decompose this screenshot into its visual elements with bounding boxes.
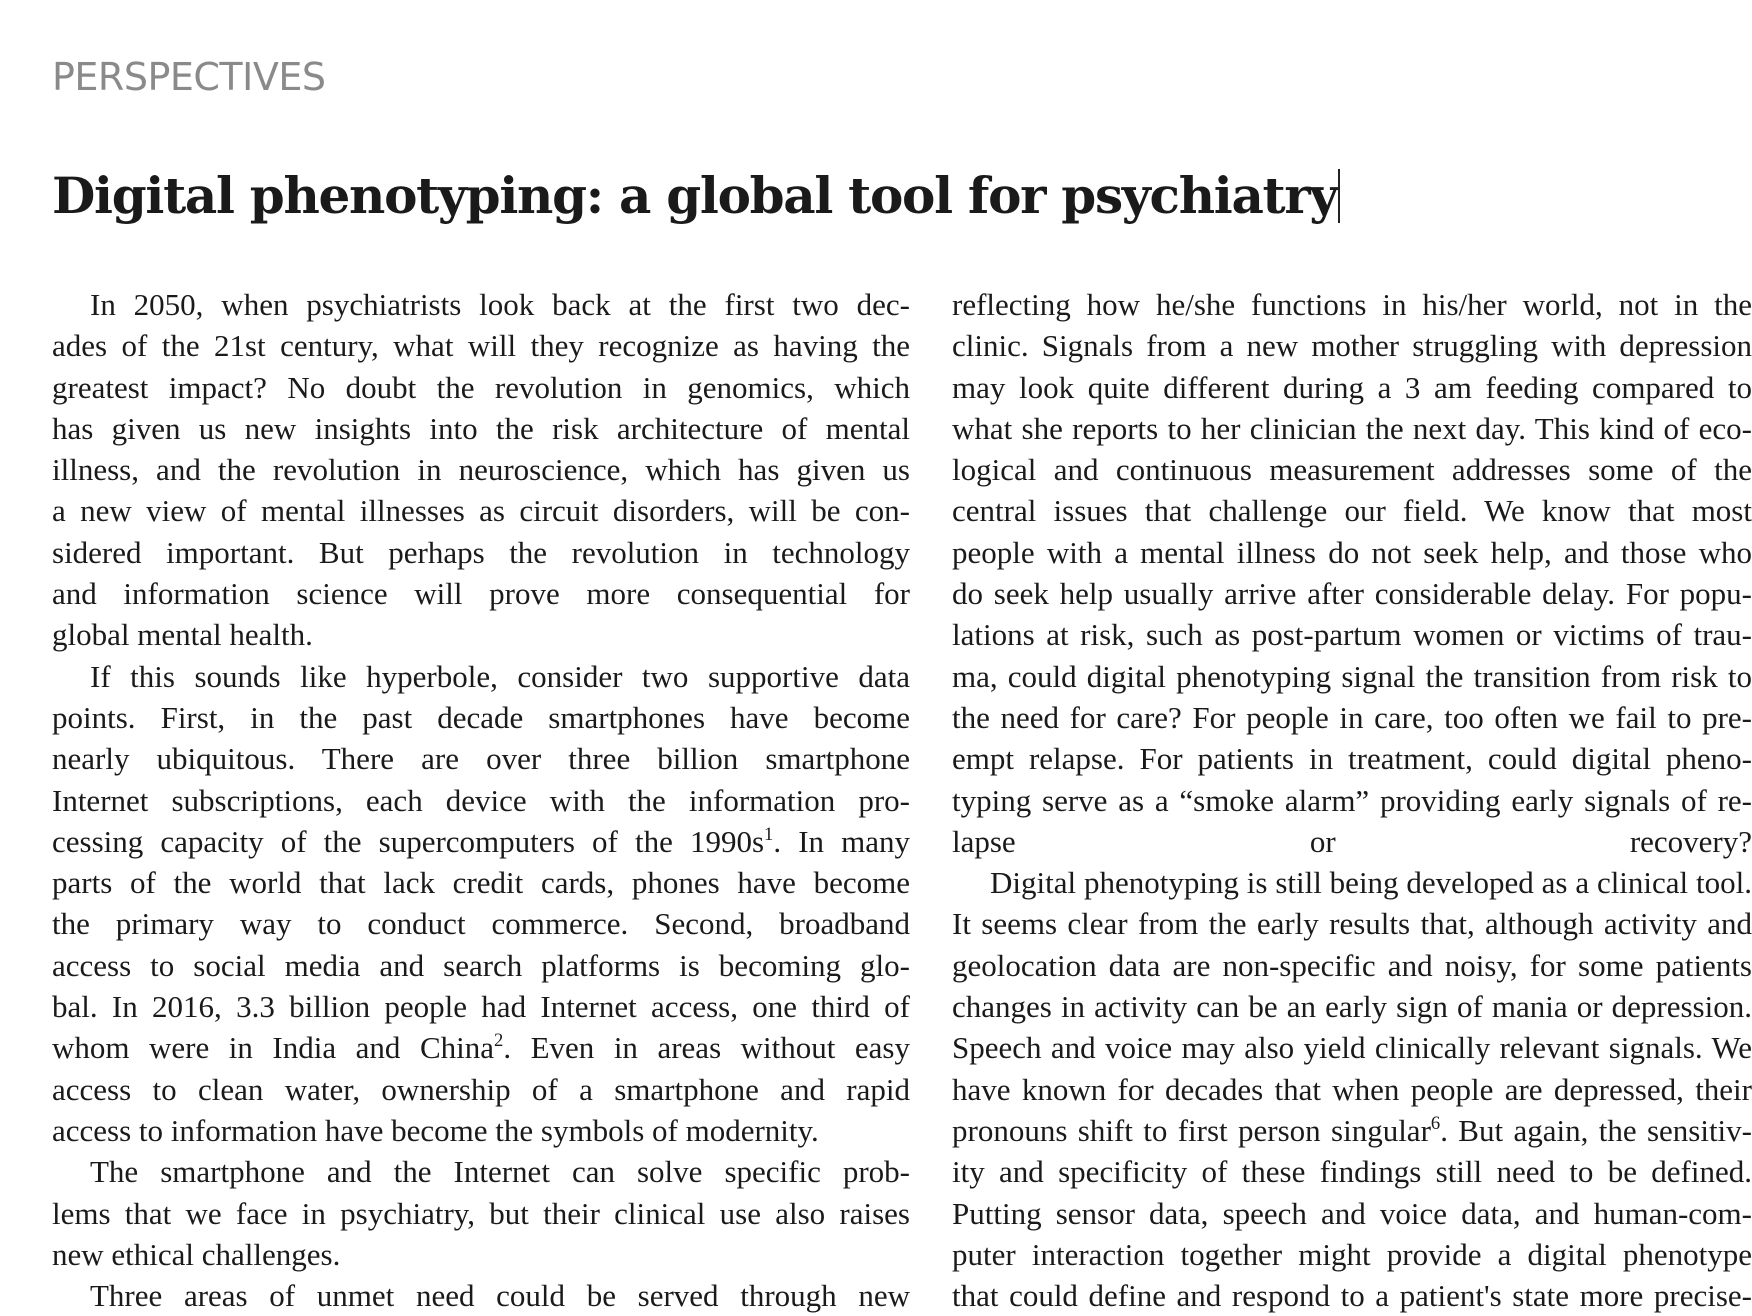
text-line: [52, 697, 910, 738]
line-text: ma, could digital phenotyping signal the transition from risk to: [952, 658, 1752, 694]
line-text: lations at risk, such as post-partum women or victims of trau-: [952, 617, 1752, 653]
line-text: do seek help usually arrive after considerable delay. For popu-: [952, 576, 1752, 612]
text-line: [952, 532, 1752, 573]
text-line: [952, 697, 1752, 738]
line-text: reflecting how he/she functions in his/her world, not in the: [952, 287, 1752, 322]
line-text: ades of the 21st century, what will they recognize as having the: [52, 328, 910, 364]
line-text: changes in activity can be an early sign of mania or depression.: [952, 989, 1752, 1025]
text-line: [52, 532, 910, 573]
line-text: what she reports to her clinician the next day. This kind of eco-: [952, 410, 1752, 446]
line-text: nearly ubiquitous. There are over three billion smartphone: [52, 741, 910, 777]
text-cursor: [1338, 169, 1340, 223]
line-text: the need for care? For people in care, too often we fail to pre-: [952, 699, 1752, 735]
line-text-continued: . In many: [773, 823, 910, 859]
text-line: [52, 367, 910, 408]
line-text: illness, and the revolution in neuroscience, which has given us: [52, 452, 910, 488]
text-line: [952, 1234, 1752, 1275]
text-line: [52, 903, 910, 944]
line-text: people with a mental illness do not seek help, and those who: [952, 534, 1752, 570]
line-text: geolocation data are non-specific and noisy, for some patients: [952, 947, 1752, 983]
line-text: bal. In 2016, 3.3 billion people had Internet access, one third of: [52, 989, 910, 1025]
text-line: [952, 614, 1752, 655]
text-line: [52, 573, 910, 614]
line-text: empt relapse. For patients in treatment, could digital pheno-: [952, 741, 1752, 777]
text-line: [952, 821, 1752, 862]
line-text: Putting sensor data, speech and voice data, and human-com-: [952, 1195, 1752, 1231]
line-text: central issues that challenge our field. We know that most: [952, 493, 1752, 529]
text-line: [52, 862, 910, 903]
line-text: cessing capacity of the supercomputers of the 1990s: [52, 823, 765, 859]
line-text: the primary way to conduct commerce. Second, broadband: [52, 906, 910, 942]
text-line: [952, 1193, 1752, 1234]
line-text: and information science will prove more consequential for: [52, 576, 910, 612]
text-line: [52, 1151, 910, 1192]
line-text: In 2050, when psychiatrists look back at the first two dec-: [90, 287, 910, 322]
line-text: It seems clear from the early results that, although activity and: [952, 906, 1752, 942]
text-line: [952, 656, 1752, 697]
line-text: global mental health.: [52, 617, 313, 653]
text-line: [52, 284, 910, 325]
text-line: [52, 325, 910, 366]
line-text: whom were in India and China: [52, 1030, 495, 1066]
text-line: [952, 367, 1752, 408]
text-line: [952, 1110, 1752, 1151]
line-text: access to clean water, ownership of a smartphone and rapid: [52, 1071, 910, 1107]
text-line: [52, 614, 910, 655]
line-text: The smartphone and the Internet can solve specific prob-: [90, 1154, 910, 1190]
text-line: [952, 325, 1752, 366]
text-line: [52, 780, 910, 821]
text-line: [952, 945, 1752, 986]
text-line: [952, 490, 1752, 531]
text-line: [952, 408, 1752, 449]
text-line: [52, 449, 910, 490]
text-line: [952, 1151, 1752, 1192]
text-line: [952, 986, 1752, 1027]
line-text: clinic. Signals from a new mother struggling with depression: [952, 328, 1752, 364]
text-line: [52, 1234, 910, 1275]
left-column: [52, 284, 910, 1316]
text-line: [952, 738, 1752, 779]
line-text: logical and continuous measurement addresses some of the: [952, 452, 1752, 488]
text-line: [952, 284, 1752, 325]
line-text: lems that we face in psychiatry, but their clinical use also raises: [52, 1195, 910, 1231]
line-text: Internet subscriptions, each device with the information pro-: [52, 782, 910, 818]
line-text-continued: . Even in areas without easy: [503, 1030, 910, 1066]
text-line: [952, 1275, 1752, 1316]
line-text: parts of the world that lack credit cards, phones have become: [52, 865, 910, 901]
text-line: [52, 1027, 910, 1068]
line-text: sidered important. But perhaps the revolution in technology: [52, 534, 910, 570]
line-text: Speech and voice may also yield clinically relevant signals. We: [952, 1030, 1752, 1066]
text-line: [952, 1069, 1752, 1110]
text-line: [952, 573, 1752, 614]
line-text: access to information have become the symbols of modernity.: [52, 1112, 819, 1148]
line-text: greatest impact? No doubt the revolution in genomics, which: [52, 369, 910, 405]
text-line: [52, 1069, 910, 1110]
text-line: [952, 903, 1752, 944]
line-text: has given us new insights into the risk architecture of mental: [52, 410, 910, 446]
text-line: [52, 656, 910, 697]
section-label: PERSPECTIVES: [52, 55, 326, 99]
line-text: Digital phenotyping is still being developed as a clinical tool.: [990, 865, 1752, 901]
line-text: a new view of mental illnesses as circuit disorders, will be con-: [52, 493, 910, 529]
line-text: new ethical challenges.: [52, 1236, 341, 1272]
text-line: [52, 945, 910, 986]
text-line: [952, 780, 1752, 821]
line-text: Three areas of unmet need could be served through new: [90, 1278, 910, 1314]
text-line: [52, 1193, 910, 1234]
line-text: puter interaction together might provide a digital phenotype: [952, 1236, 1752, 1272]
text-line: [52, 986, 910, 1027]
line-text: typing serve as a “smoke alarm” providing early signals of re-: [952, 782, 1752, 818]
text-line: [52, 738, 910, 779]
right-column: [952, 284, 1752, 1316]
line-text: If this sounds like hyperbole, consider two supportive data: [90, 658, 910, 694]
line-text: access to social media and search platforms is becoming glo-: [52, 947, 910, 983]
line-text: pronouns shift to first person singular: [952, 1112, 1431, 1148]
text-line: [952, 862, 1752, 903]
text-line: [52, 821, 910, 862]
text-line: [952, 449, 1752, 490]
line-text: lapse or recovery?: [952, 823, 1752, 859]
line-text: that could define and respond to a patient's state more precise-: [952, 1278, 1752, 1314]
line-text: points. First, in the past decade smartphones have become: [52, 699, 910, 735]
line-text: may look quite different during a 3 am feeding compared to: [952, 369, 1752, 405]
line-text-continued: . But again, the sensitiv-: [1440, 1112, 1752, 1148]
reference-superscript: 1: [764, 823, 774, 845]
article-title-text: Digital phenotyping: a global tool for psychiatry: [52, 166, 1338, 225]
text-line: [52, 1275, 910, 1316]
text-line: [52, 1110, 910, 1151]
reference-superscript: 6: [1430, 1112, 1441, 1134]
text-line: [52, 490, 910, 531]
line-text: have known for decades that when people are depressed, their: [952, 1071, 1752, 1107]
text-line: [952, 1027, 1752, 1068]
line-text: ity and specificity of these findings still need to be defined.: [952, 1154, 1752, 1190]
article-title: [52, 168, 1340, 223]
text-line: [52, 408, 910, 449]
reference-superscript: 2: [494, 1030, 504, 1052]
